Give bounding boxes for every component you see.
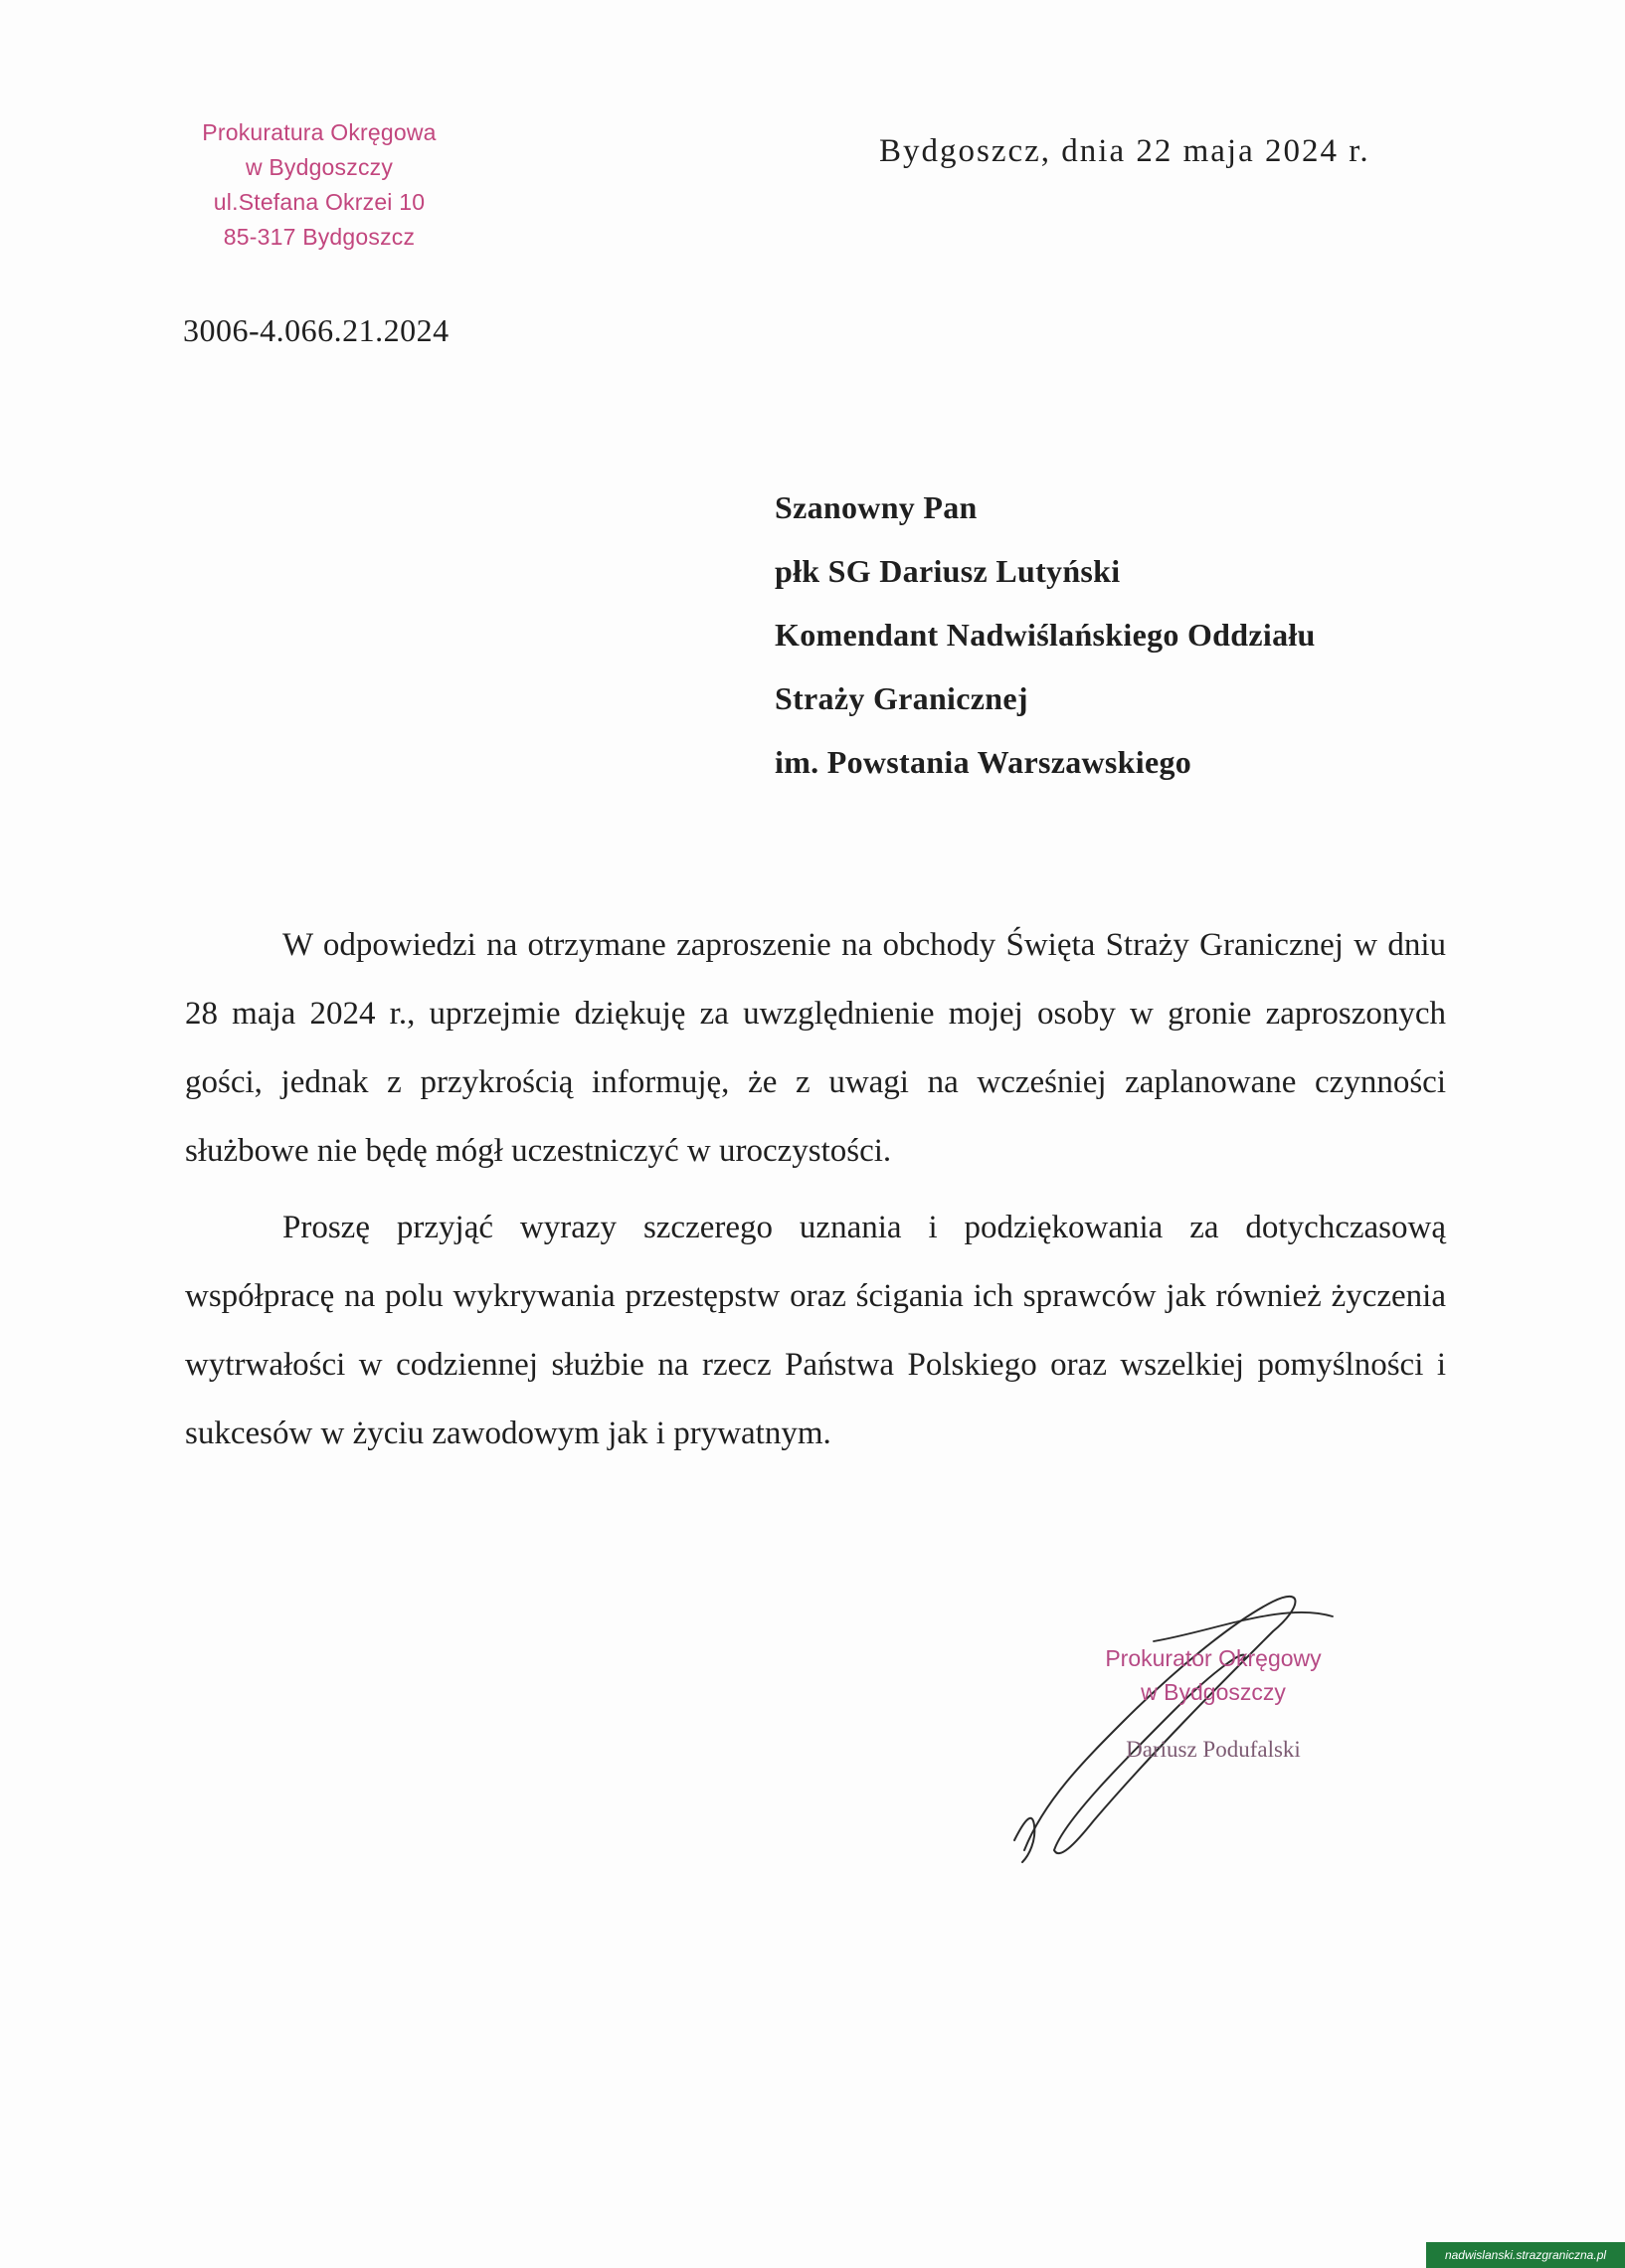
addressee-salutation: Szanowny Pan bbox=[775, 489, 978, 525]
stamp-line-postal: 85-317 Bydgoszcz bbox=[223, 224, 416, 250]
addressee-position: Komendant Nadwiślańskiego Oddziału bbox=[775, 617, 1316, 653]
stamp-line-city: w Bydgoszczy bbox=[245, 154, 394, 180]
letter-body bbox=[185, 911, 1446, 1468]
signature-title: Prokurator Okręgowy bbox=[1105, 1645, 1322, 1671]
stamp-line-street: ul.Stefana Okrzei 10 bbox=[213, 189, 426, 215]
signature-stamp bbox=[1084, 1641, 1343, 1767]
addressee-organization-name: im. Powstania Warszawskiego bbox=[775, 744, 1192, 780]
body-paragraph-1: W odpowiedzi na otrzymane zaproszenie na obchody Święta Straży Granicznej w dniu 28 maja 2024 r., uprzejmie dziękuję za uwzględnienie mojej osoby w gronie zaproszonych gości, jednak z przykrością informuję, że z uwagi na wcześniej zaplanowane czynności służbowe nie będę mógł uczestniczyć w uroczystości. bbox=[185, 927, 1446, 1169]
stamp-line-institution: Prokuratura Okręgowa bbox=[202, 119, 437, 145]
addressee-block bbox=[775, 475, 1316, 794]
source-watermark: nadwislanski.strazgraniczna.pl bbox=[1426, 2242, 1625, 2268]
signature-city: w Bydgoszczy bbox=[1141, 1679, 1286, 1705]
addressee-organization: Straży Granicznej bbox=[775, 680, 1028, 716]
addressee-name: płk SG Dariusz Lutyński bbox=[775, 553, 1121, 589]
header-stamp bbox=[175, 115, 463, 255]
body-paragraph-2: Proszę przyjąć wyrazy szczerego uznania i podziękowania za dotychczasową współpracę na polu wykrywania przestępstw oraz ścigania ich sprawców jak również życzenia wytrwałości w codziennej służbie na rzecz Państwa Polskiego oraz wszelkiej pomyślności i sukcesów w życiu zawodowym jak i prywatnym. bbox=[185, 1210, 1446, 1451]
signatory-name: Dariusz Podufalski bbox=[1126, 1737, 1301, 1762]
letter-date: Bydgoszcz, dnia 22 maja 2024 r. bbox=[879, 133, 1370, 169]
reference-number: 3006-4.066.21.2024 bbox=[183, 312, 450, 348]
